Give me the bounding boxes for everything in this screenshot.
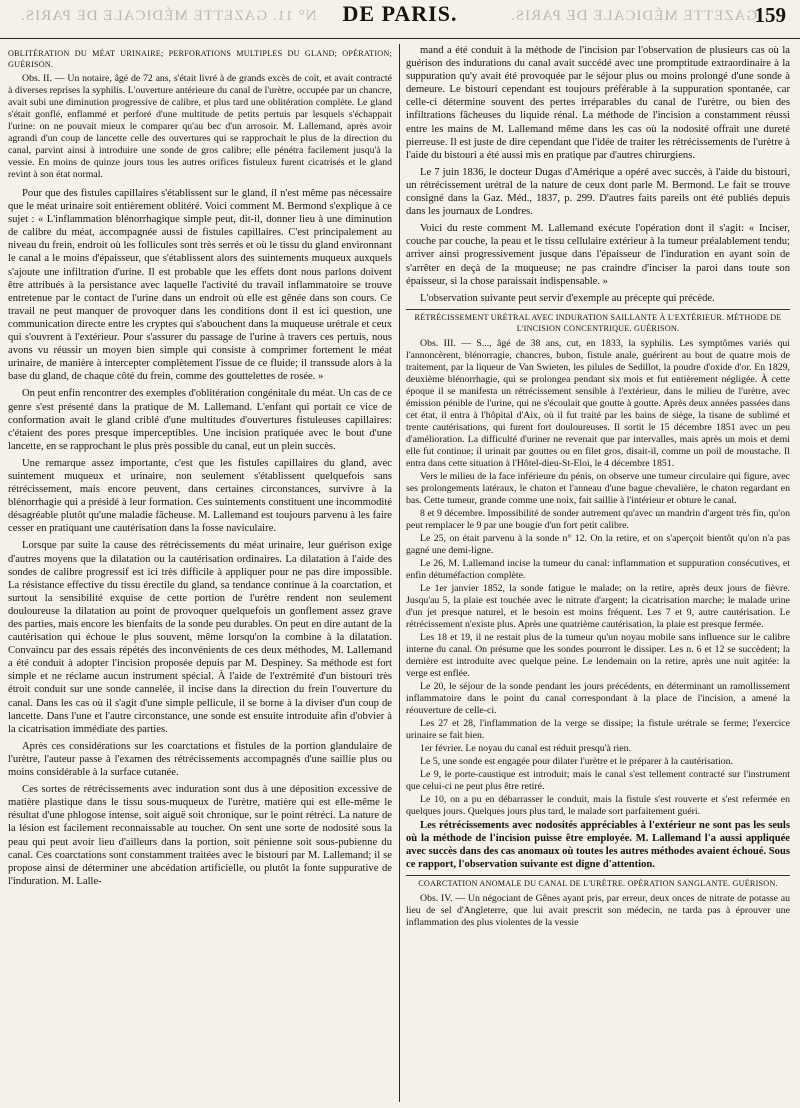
right-column [406, 44, 790, 1102]
observation-2: Obs. II. — Un notaire, âgé de 72 ans, s'était livré à de grands excès de coït, et avait contracté à diverses reprises la syphilis. L'ouverture antérieure du canal de l'urètre, occupée par un chancre, avait subi une diminution progressive de calibre, et plus tard une oblitération complète. Le gland s'était gonflé, enflammé et perforé d'une multitude de petits pertuis par lesquels s'échappait l'urine: on ne pouvait mieux le comparer qu'au bec d'un arrosoir. M. Lallemand, après avoir agrandi d'un coup de lancette celle des ouvertures qui se rapprochait le plus de la direction du canal, parvint ainsi à introduire une sonde de gros calibre; elle pénétra facilement jusqu'à la vessie. En moins de quinze jours tous les autres orifices fistuleux furent cicatrisés et le gland revint à son état normal. [8, 73, 392, 180]
section-rule [406, 309, 790, 310]
observation-3-entry: Le 26, M. Lallemand incise la tumeur du canal: inflammation et suppuration consécutives, et enfin détuméfaction complète. [406, 557, 790, 581]
observation-3: Obs. III. — S..., âgé de 38 ans, cut, en 1833, la syphilis. Les symptômes variés qui l'annoncèrent, blénorragie, chancres, bubon, fistule anale, guérirent au bout de quatre mois de traitement, par la liqueur de Van Swieten, les pilules de Sedillot, la poudre d'oxide d'or. En 1829, deuxième blénorrhagie, qui se prolongea pendant six mois et fut entièrement négligée. À cette époque il se manifesta un rétrécissement sensible à l'extérieur, dans le milieu de l'urètre, avec émission pénible de l'urine, qui ne s'écoulait que goutte à goutte. Après deux années passées dans cet état, il entra à l'hôpital d'Aix, où il fut traité par les bains de siège, la tisane de sublimé et trente cautérisations, qui furent fort douloureuses. Il sortit le 15 décembre 1851 avec un peu d'amélioration. La difficulté d'uriner ne revenait que par intervalles, mais après un mois et demi elle fut continue; il urinait par gouttes ou en filet gros, disait-il, comme un poil de moustache. Il entra dans cette situation à l'Hôtel-dieu-St-Eloi, le 4 décembre 1851. [406, 337, 790, 469]
section-title: RÉTRÉCISSEMENT URÉTRAL AVEC INDURATION SAILLANTE À L'EXTÉRIEUR. MÉTHODE DE L'INCISION CONCENTRIQUE. GUÉRISON. [414, 312, 782, 333]
paragraph: Pour que des fistules capillaires s'établissent sur le gland, il n'est même pas nécessaire que le méat urinaire soit entièrement oblitéré. Voici comment M. Bermond s'explique à ce sujet : « L'inflammation blénorrhagique simple peut, dit-il, donner lieu à une diminution de calibre du méat, accompagnée aussi de fistules capillaires. C'est principalement au niveau du frein, endroit où les follicules sont très serrés et où le tissu du gland environnant le canal a le moins d'épaisseur, que s'établissent alors des suintements muqueux auxquels s'ajoute une infiltration d'urine. Il est probable que les effets dont nous parlons doivent être attribués à la persistance avec laquelle l'activité du travail inflammatoire se trouve entretenue par le contact de l'urine dans un endroit où elle est gênée dans son cours. Ce travail ne peut manquer de provoquer dans les conditions dont il est ici question, une communication directe entre les cryptes qui s'abouchent dans la muqueuse urétrale et ceux qui s'ouvrent à l'extérieur. Pour s'assurer du passage de l'urine à travers ces pertuis, nous avons vu réussir un moyen bien simple qui consiste à comprimer fortement le méat urinaire, de manière à intercepter complètement l'issue de ce fluide; il transsude alors à la base du gland, de chaque côté du frein, comme des gouttelettes de rosée. » [8, 188, 392, 383]
observation-3-entry: Les 27 et 28, l'inflammation de la verge se dissipe; la fistule urétrale se ferme; l'exercice urinaire se fait bien. [406, 717, 790, 741]
paragraph: Le 7 juin 1836, le docteur Dugas d'Amérique a opéré avec succès, à l'aide du bistouri, un rétrécissement urétral de la nature de ceux dont parle M. Bermond. Le fait se trouve consigné dans la Gaz. Méd., 1837, p. 299. D'autres faits pareils ont été publiés depuis dans les journaux de Londres. [406, 166, 790, 218]
paragraph: Une remarque assez importante, c'est que les fistules capillaires du gland, avec suintement muqueux et urinaire, non seulement s'établissent quelquefois sans rétrécissement, mais encore peuvent, dans certaines circonstances, survivre à la blénorrhagie qui a présidé à leur formation. Ces suintements constituent une incommodité désagréable plutôt qu'une maladie fâcheuse. M. Lallemand est toujours parvenu à les faire cesser en pratiquant une cautérisation dans la fosse naviculaire. [8, 457, 392, 535]
bleed-through-text: GAZETTE MÉDICALE DE PARIS. [510, 8, 758, 24]
paragraph: Voici du reste comment M. Lallemand exécute l'opération dont il s'agit: « Inciser, couche par couche, la peau et le tissu cellulaire extérieur à la tumeur préalablement tendu; arriver ainsi progressivement jusque dans l'épaisseur de l'induration en ayant soin de s'arrêter en deçà de la muqueuse; ne pas craindre d'inciser la paroi dans toute son épaisseur, si la chose paraissait indispensable. » [406, 223, 790, 287]
observation-3-entry: Les 18 et 19, il ne restait plus de la tumeur qu'un noyau mobile sans influence sur le calibre interne du canal. On présume que les sondes pourront le dissiper. Les n. 6 et 12 se succèdent; la dernière est introduite avec quelque peine. Le lendemain on la retire, après une nuit agitée: la verge est enflée. [406, 631, 790, 679]
section-title: OBLITÉRATION DU MÉAT URINAIRE; PERFORATIONS MULTIPLES DU GLAND; OPÉRATION; GUÉRISON. [8, 49, 392, 69]
left-column [8, 44, 392, 1102]
section-title: COARCTATION ANOMALE DU CANAL DE L'URÈTRE. OPÉRATION SANGLANTE. GUÉRISON. [418, 879, 778, 889]
observation-3-entry: Le 10, on a pu en débarrasser le conduit, mais la fistule s'est rouverte et s'est refermée en quelques jours. Quelques jours plus tard, le malade sort parfaitement guéri. [406, 793, 790, 817]
observation-3-entry: 8 et 9 décembre. Impossibilité de sonder autrement qu'avec un mandrin d'argent très fin, qu'on peut remplacer le 9 par une bougie d'un fort petit calibre. [406, 507, 790, 531]
page-number: 159 [754, 3, 786, 27]
paragraph: L'observation suivante peut servir d'exemple au précepte qui précède. [420, 292, 715, 304]
paragraph: Ces sortes de rétrécissements avec induration sont dus à une déposition excessive de matière plastique dans le tissu sous-muqueux de l'urètre, matière qui est elle-même le résultat d'une phlogose intense, soit aiguë soit chronique, sur le point rétréci. La nature de la lésion est facilement reconnaissable au toucher. On sent une sorte de nodosité sous la peau qui peut avoir lieu d'ailleurs dans la portion, soit pénienne soit sous-pubienne du canal. Ces coarctations sont constamment traitées avec le bistouri par M. Lallemand; il se propose ainsi de déterminer une abcédation artificielle, ou plutôt la fonte suppurative de l'induration. M. Lalle- [8, 784, 392, 887]
paragraph: Lorsque par suite la cause des rétrécissements du méat urinaire, leur guérison exige d'autres moyens que la dilatation ou la cautérisation ordinaires. La dilatation à l'aide des sondes de calibre progressif est ici très difficile à appliquer pour ne pas dire impossible. La résistance effective du tissu érectile du gland, sa tendance continue à la coarctation, et surtout la sensibilité exquise de cette portion de l'urètre rendent non seulement douloureuse la dilatation au point de provoquer quelquefois un gonflement assez grave des parties, mais encore les bienfaits de la sonde peu durables. On peut en dire autant de la cautérisation qui échoue le plus souvent, même lorsqu'on la combine à la dilatation. Convaincu par des essais répétés des inconvénients de ces deux méthodes, M. Lallemand a été conduit à adopter l'incision proposée depuis par M. Despiney. Sa méthode est fort simple et ne réclame aucun instrument spécial. À l'aide de l'extrémité d'un bistouri très étroit conduit sur une sonde cannelée, il incise dans la direction du frein l'ouverture du canal. Dans les cas où il s'agit d'une simple pellicule, il se borne à la diviser d'un coup de lancette. Dans l'une et l'autre circonstance, une sonde est ensuite introduite afin d'obvier à la cicatrisation immédiate des parties. [8, 540, 392, 735]
observation-3-entry: Le 25, on était parvenu à la sonde n° 12. On la retire, et on s'aperçoit bientôt qu'on n'a pas gagné une demi-ligne. [406, 532, 790, 556]
page-header [0, 0, 800, 39]
observation-3-entry: Vers le milieu de la face inférieure du pénis, on observe une tumeur circulaire qui figure, avec ses prolongements latéraux, le chaton et l'anneau d'une bague chevalière, le chaton regardant en bas. Cette tumeur, grande comme une noix, fait saillie à l'intérieur et obture le canal. [406, 470, 790, 506]
observation-4: Obs. IV. — Un négociant de Gênes ayant pris, par erreur, deux onces de nitrate de potasse au lieu de sel d'Angleterre, que lui avait prescrit son médecin, ne tarda pas à éprouver une inflammation des plus violentes de la vessie [406, 893, 790, 929]
section-rule [406, 875, 790, 876]
observation-3-entry: Le 9, le porte-caustique est introduit; mais le canal s'est tellement contracté sur l'instrument que celui-ci ne peut plus être retiré. [406, 768, 790, 792]
observation-3-entry: Le 5, une sonde est engagée pour dilater l'urètre et le préparer à la cautérisation. [420, 755, 733, 767]
observation-3-entry: 1er février. Le noyau du canal est réduit presqu'à rien. [420, 742, 631, 754]
column-divider [399, 44, 400, 1102]
masthead: DE PARIS. [342, 1, 458, 26]
paragraph: mand a été conduit à la méthode de l'incision par l'observation de plusieurs cas où la guérison des indurations du canal avait succédé avec une promptitude extraordinaire à la suppuration qu'y avait été provoquée par le séjour plus ou moins prolongé d'une sonde à demeure. Le bistouri cependant est toujours préférable à la suppuration spontanée, car celle-ci détermine souvent des pertes irréparables du canal de l'urètre, ou bien des infiltrations fâcheuses du liquide rénal. La méthode de l'incision a constamment réussi entre les mains de M. Lallemand même dans les cas où la nodosité offrait une dureté pierreuse. Il est juste de dire cependant que l'idée de traiter les rétrécissements de l'urètre à l'aide du bistouri a été aussi mis en pratique par d'autres chirurgiens. [406, 45, 790, 161]
conclusion-paragraph: Les rétrécissements avec nodosités appréciables à l'extérieur ne sont pas les seuls où la méthode de l'incision puisse être employée. M. Lallemand l'a aussi appliquée avec succès dans des cas anomaux où toutes les autres méthodes avaient échoué. Sous ce rapport, l'observation suivante est digne d'attention. [406, 819, 790, 871]
paragraph: Après ces considérations sur les coarctations et fistules de la portion glandulaire de l'urètre, l'auteur passe à l'examen des rétrécissements accompagnés d'une saillie plus ou moins considérable à la surface cutanée. [8, 740, 392, 779]
bleed-through-text: N° 11. GAZETTE MÉDICALE DE PARIS. [20, 8, 317, 24]
observation-3-entry: Le 20, le séjour de la sonde pendant les jours précédents, en déterminant un ramollissement inflammatoire dans le point du canal correspondant à la place de l'incision, a amené la réouverture de celle-ci. [406, 680, 790, 716]
paragraph: On peut enfin rencontrer des exemples d'oblitération congénitale du méat. Un cas de ce genre s'est présenté dans la pratique de M. Lallemand. L'enfant qui portait ce vice de conformation avait le gland criblé d'une multitudes d'ouvertures fistuleuses capillaires: c'étaient des pores presque imperceptibles. Une incision pratiquée avec le bout d'une lancette, en se rapprochant le plus près possible du canal, eut un plein succès. [8, 388, 392, 452]
observation-3-entry: Le 1er janvier 1852, la sonde fatigue le malade; on la retire, après deux jours de fièvre. Jusqu'au 5, la plaie est touchée avec le nitrate d'argent; la cicatrisation marche; le malade urine d'un jet presque naturel, et le besoin est moins fréquent. Les 7 et 9, autre cautérisation. Le rétrécissement n'existe plus. Après une quatrième cautérisation, la plaie est presque fermée. [406, 582, 790, 630]
